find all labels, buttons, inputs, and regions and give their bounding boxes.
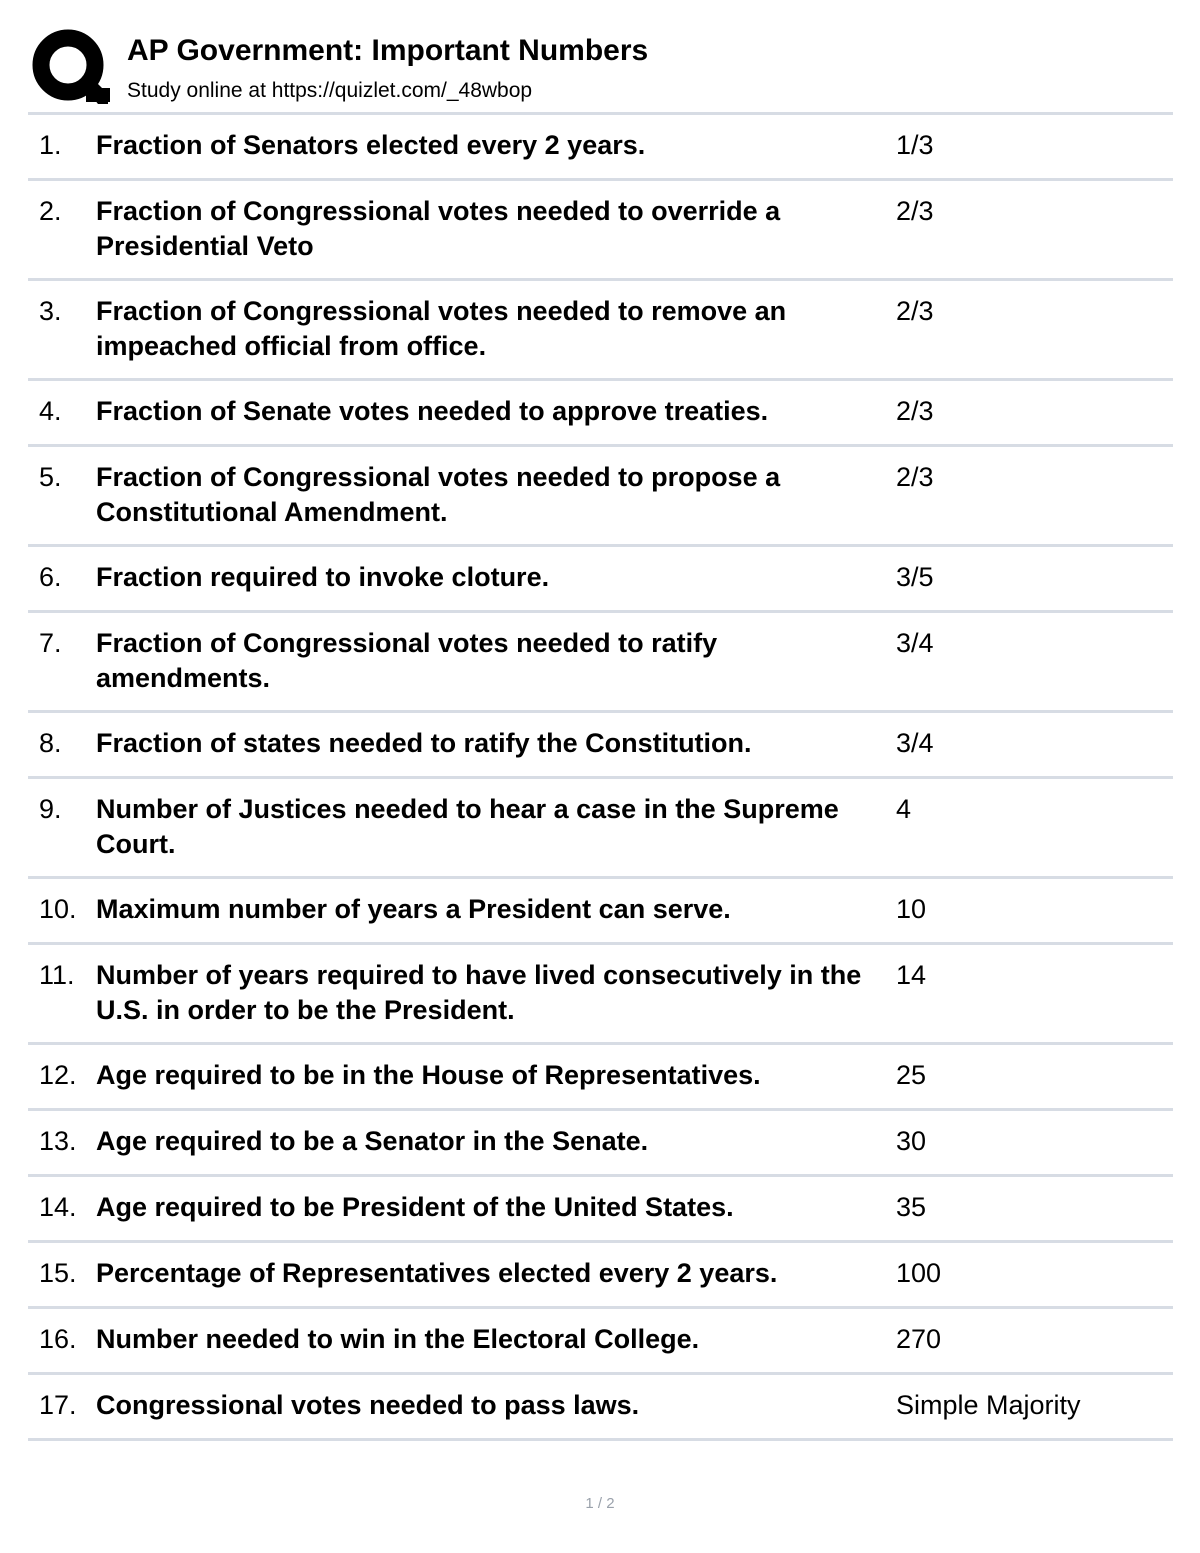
item-number: 3.	[39, 296, 62, 326]
list-item	[28, 945, 1173, 1045]
list-item	[28, 1375, 1173, 1441]
item-answer: 3/4	[896, 628, 934, 658]
item-number: 9.	[39, 794, 62, 824]
item-answer: 35	[896, 1192, 927, 1222]
item-answer: 270	[896, 1324, 942, 1354]
item-number: 7.	[39, 628, 62, 658]
item-term: Number of Justices needed to hear a case in the Supreme Court.	[96, 794, 839, 859]
item-term: Age required to be a Senator in the Senate.	[96, 1126, 649, 1156]
list-item	[28, 115, 1173, 181]
list-item	[28, 1045, 1173, 1111]
item-number: 2.	[39, 196, 62, 226]
study-online-link[interactable]: Study online at https://quizlet.com/_48wbop	[127, 79, 533, 102]
item-number: 16.	[39, 1324, 77, 1354]
item-number: 17.	[39, 1390, 77, 1420]
item-number: 1.	[39, 130, 62, 160]
item-answer: 3/5	[896, 562, 934, 592]
item-number: 12.	[39, 1060, 77, 1090]
page-header	[30, 28, 1172, 112]
item-number: 15.	[39, 1258, 77, 1288]
list-item	[28, 547, 1173, 613]
item-term: Age required to be President of the United States.	[96, 1192, 734, 1222]
item-term: Number of years required to have lived consecutively in the U.S. in order to be the President.	[96, 960, 862, 1025]
list-item	[28, 447, 1173, 547]
item-number: 6.	[39, 562, 62, 592]
list-item	[28, 281, 1173, 381]
item-answer: 2/3	[896, 296, 934, 326]
item-number: 11.	[39, 960, 75, 990]
item-term: Fraction of Congressional votes needed to ratify amendments.	[96, 628, 718, 693]
item-term: Percentage of Representatives elected every 2 years.	[96, 1258, 778, 1288]
list-item	[28, 779, 1173, 879]
item-answer: 100	[896, 1258, 942, 1288]
item-answer: 14	[896, 960, 927, 990]
item-term: Fraction of states needed to ratify the Constitution.	[96, 728, 752, 758]
item-term: Age required to be in the House of Representatives.	[96, 1060, 761, 1090]
list-item	[28, 1177, 1173, 1243]
item-term: Fraction of Congressional votes needed to propose a Constitutional Amendment.	[96, 462, 781, 527]
item-number: 5.	[39, 462, 62, 492]
item-term: Fraction of Congressional votes needed to remove an impeached official from office.	[96, 296, 787, 361]
item-term: Fraction of Senators elected every 2 years.	[96, 130, 646, 160]
item-answer: 3/4	[896, 728, 934, 758]
item-number: 4.	[39, 396, 62, 426]
item-term: Fraction of Congressional votes needed to override a Presidential Veto	[96, 196, 781, 261]
item-answer: 30	[896, 1126, 927, 1156]
item-term: Maximum number of years a President can serve.	[96, 894, 731, 924]
item-answer: 25	[896, 1060, 927, 1090]
item-number: 8.	[39, 728, 62, 758]
item-number: 10.	[39, 894, 77, 924]
item-term: Fraction of Senate votes needed to approve treaties.	[96, 396, 769, 426]
item-answer: 1/3	[896, 130, 934, 160]
list-item	[28, 713, 1173, 779]
page-indicator: 1 / 2	[585, 1495, 615, 1512]
list-item	[28, 1111, 1173, 1177]
item-term: Congressional votes needed to pass laws.	[96, 1390, 640, 1420]
term-list	[28, 112, 1173, 1441]
item-answer: 2/3	[896, 462, 934, 492]
item-answer: 4	[896, 794, 912, 824]
item-answer: 2/3	[896, 396, 934, 426]
item-term: Number needed to win in the Electoral College.	[96, 1324, 700, 1354]
quizlet-q-logo-icon	[30, 28, 110, 108]
item-number: 14.	[39, 1192, 77, 1222]
item-answer: 10	[896, 894, 927, 924]
page-title: AP Government: Important Numbers	[127, 34, 649, 67]
list-item	[28, 1243, 1173, 1309]
list-item	[28, 613, 1173, 713]
list-item	[28, 879, 1173, 945]
list-item	[28, 181, 1173, 281]
list-item	[28, 1309, 1173, 1375]
item-answer: Simple Majority	[896, 1390, 1081, 1420]
item-answer: 2/3	[896, 196, 934, 226]
item-number: 13.	[39, 1126, 77, 1156]
item-term: Fraction required to invoke cloture.	[96, 562, 550, 592]
list-item	[28, 381, 1173, 447]
